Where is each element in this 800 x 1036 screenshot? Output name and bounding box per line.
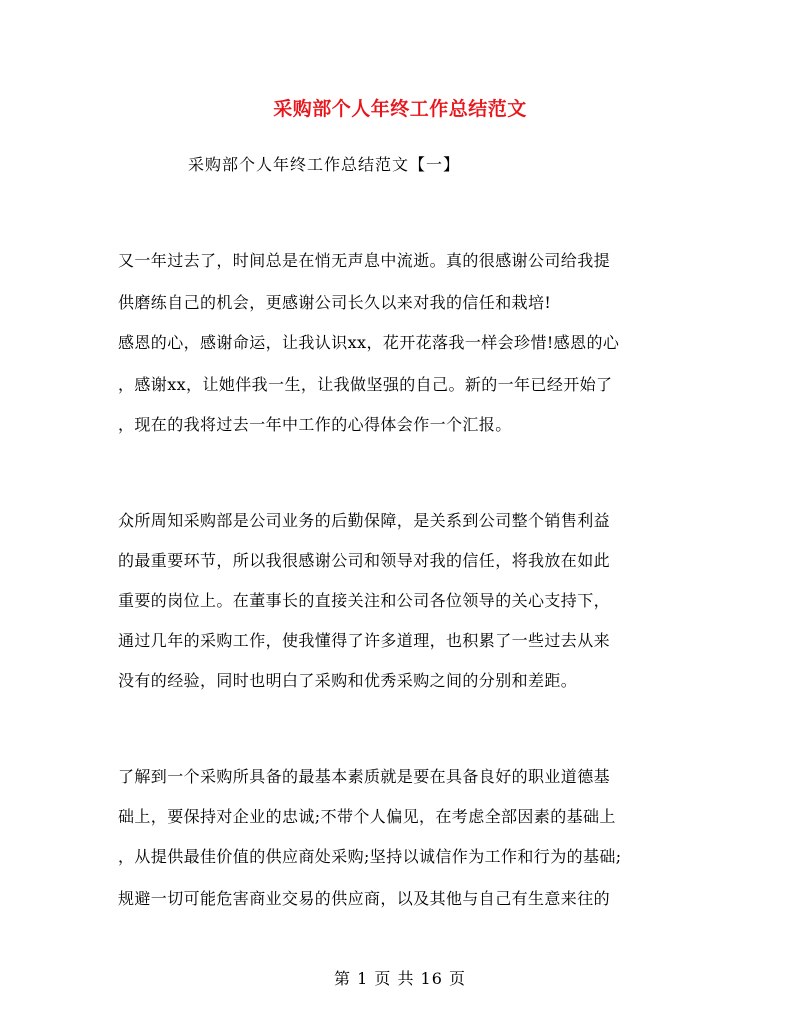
- paragraph-line: 又一年过去了，时间总是在悄无声息中流逝。真的很感谢公司给我提: [118, 251, 611, 270]
- paragraph-line: 感恩的心，感谢命运，让我认识xx，花开花落我一样会珍惜!感恩的心: [118, 333, 620, 352]
- paragraph-line: 础上，要保持对企业的忠诚;不带个人偏见，在考虑全部因素的基础上: [118, 807, 616, 826]
- document-title: 采购部个人年终工作总结范文: [273, 98, 527, 120]
- page-number-footer: 第 1 页 共 16 页: [334, 969, 466, 988]
- paragraph-line: 了解到一个采购所具备的最基本素质就是要在具备良好的职业道德基: [118, 767, 611, 786]
- document-subtitle: 采购部个人年终工作总结范文【一】: [188, 155, 461, 174]
- paragraph-line: ，现在的我将过去一年中工作的心得体会作一个汇报。: [118, 415, 512, 434]
- paragraph-line: 没有的经验，同时也明白了采购和优秀采购之间的分别和差距。: [118, 671, 578, 690]
- paragraph-line: 重要的岗位上。在董事长的直接关注和公司各位领导的关心支持下，: [118, 591, 611, 610]
- paragraph-line: 通过几年的采购工作，使我懂得了许多道理，也积累了一些过去从来: [118, 631, 611, 650]
- paragraph-line: ，感谢xx，让她伴我一生，让我做坚强的自己。新的一年已经开始了: [118, 375, 613, 394]
- paragraph-line: 规避一切可能危害商业交易的供应商，以及其他与自己有生意来往的: [118, 889, 611, 908]
- paragraph-line: 的最重要环节，所以我很感谢公司和领导对我的信任，将我放在如此: [118, 551, 611, 570]
- paragraph-line: ，从提供最佳价值的供应商处采购;坚持以诚信作为工作和行为的基础;: [118, 847, 622, 866]
- paragraph-line: 众所周知采购部是公司业务的后勤保障，是关系到公司整个销售利益: [118, 511, 611, 530]
- paragraph-line: 供磨练自己的机会，更感谢公司长久以来对我的信任和栽培!: [118, 293, 552, 312]
